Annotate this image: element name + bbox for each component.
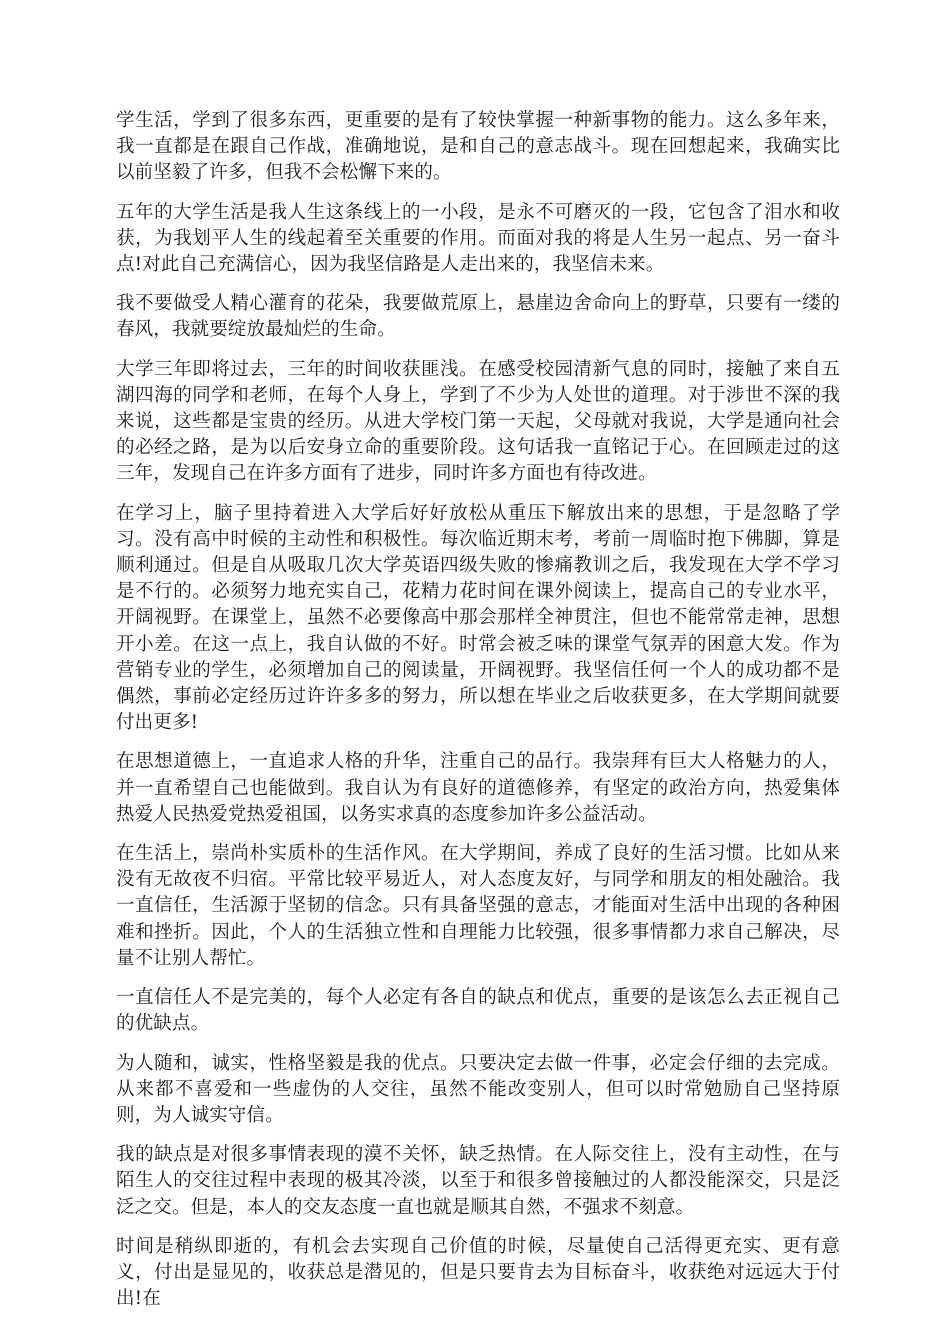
paragraph-10: 我的缺点是对很多事情表现的漠不关怀，缺乏热情。在人际交往上，没有主动性，在与陌生人的交往过程中表现的极其冷淡，以至于和很多曾接触过的人都没能深交，只是泛泛之交。但是，本人的交友态度一直也就是顺其自然，不强求不刻意。 bbox=[116, 1144, 840, 1218]
paragraph-3: 我不要做受人精心灌育的花朵，我要做荒原上，悬崖边舍命向上的野草，只要有一缕的春风，我就要绽放最灿烂的生命。 bbox=[116, 293, 840, 341]
paragraph-9: 为人随和，诚实，性格坚毅是我的优点。只要决定去做一件事，必定会仔细的去完成。从来都不喜爱和一些虚伪的人交往，虽然不能改变别人，但可以时常勉励自己坚持原则，为人诚实守信。 bbox=[116, 1052, 840, 1126]
paragraph-5: 在学习上，脑子里持着进入大学后好好放松从重压下解放出来的思想，于是忽略了学习。没有高中时候的主动性和积极性。每次临近期末考，考前一周临时抱下佛脚，算是顺利通过。但是自从吸取几次大学英语四级失败的惨痛教训之后，我发现在大学不学习是不行的。必须努力地充实自己，花精力花时间在课外阅读上，提高自己的专业水平，开阔视野。在课堂上，虽然不必要像高中那会那样全神贯注，但也不能常常走神，思想开小差。在这一点上，我自认做的不好。时常会被乏味的课堂气氛弄的困意大发。作为营销专业的学生，必须增加自己的阅读量，开阔视野。我坚信任何一个人的成功都不是偶然，事前必定经历过许许多多的努力，所以想在毕业之后收获更多，在大学期间就要付出更多! bbox=[116, 502, 840, 734]
paragraph-1: 学生活，学到了很多东西，更重要的是有了较快掌握一种新事物的能力。这么多年来，我一直都是在跟自己作战，准确地说，是和自己的意志战斗。现在回想起来，我确实比以前坚毅了许多，但我不会松懈下来的。 bbox=[116, 110, 840, 184]
paragraph-11: 时间是稍纵即逝的，有机会去实现自己价值的时候，尽量使自己活得更充实、更有意义，付出是显见的，收获总是潜见的，但是只要肯去为目标奋斗，收获绝对远远大于付出!在 bbox=[116, 1235, 840, 1310]
paragraph-7: 在生活上，崇尚朴实质朴的生活作风。在大学期间，养成了良好的生活习惯。比如从来没有无故夜不归宿。平常比较平易近人，对人态度友好，与同学和朋友的相处融洽。我一直信任，生活源于坚韧的信念。只有具备坚强的意志，才能面对生活中出现的各种困难和挫折。因此，个人的生活独立性和自理能力比较强，很多事情都力求自己解决，尽量不让别人帮忙。 bbox=[116, 843, 840, 969]
paragraph-6: 在思想道德上，一直追求人格的升华，注重自己的品行。我崇拜有巨大人格魅力的人，并一直希望自己也能做到。我自认为有良好的道德修养，有坚定的政治方向，热爱集体热爱人民热爱党热爱祖国，以务实求真的态度参加许多公益活动。 bbox=[116, 751, 840, 825]
paragraph-4: 大学三年即将过去，三年的时间收获匪浅。在感受校园清新气息的同时，接触了来自五湖四海的同学和老师，在每个人身上，学到了不少为人处世的道理。对于涉世不深的我来说，这些都是宝贵的经历。从进大学校门第一天起，父母就对我说，大学是通向社会的必经之路，是为以后安身立命的重要阶段。这句话我一直铭记于心。在回顾走过的这三年，发现自己在许多方面有了进步，同时许多方面也有待改进。 bbox=[116, 358, 840, 485]
paragraph-8: 一直信任人不是完美的，每个人必定有各自的缺点和优点，重要的是该怎么去正视自己的优缺点。 bbox=[116, 987, 840, 1035]
paragraph-2: 五年的大学生活是我人生这条线上的一小段，是永不可磨灭的一段，它包含了泪水和收获，为我划平人生的线起着至关重要的作用。而面对我的将是人生另一起点、另一奋斗点!对此自己充满信心，因为我坚信路是人走出来的，我坚信未来。 bbox=[116, 201, 840, 276]
document-body bbox=[116, 108, 840, 1325]
